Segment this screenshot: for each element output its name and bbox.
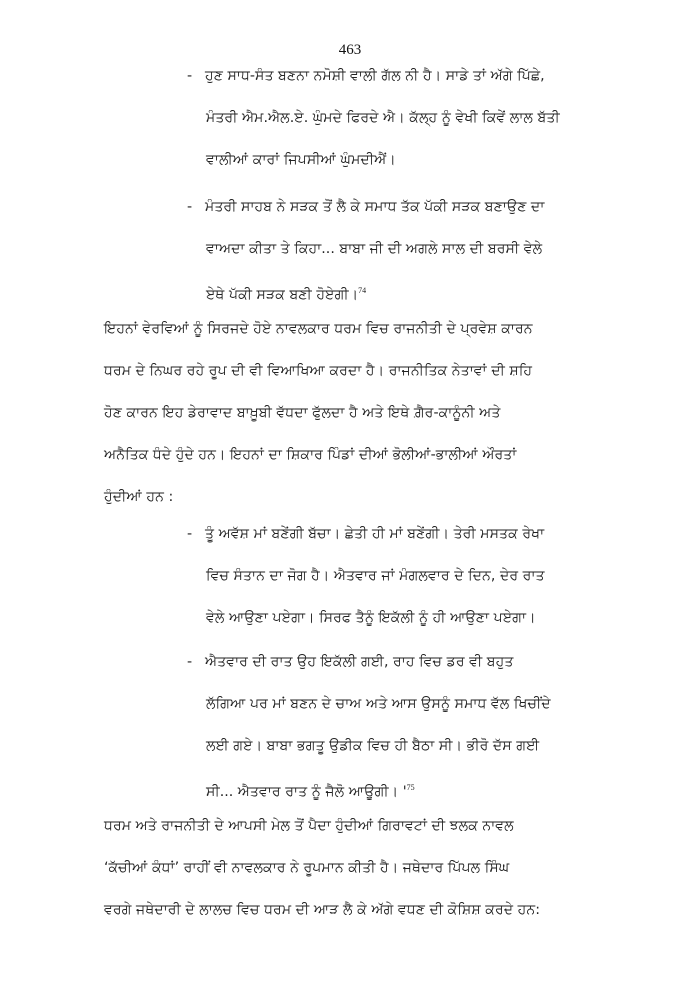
dash: -	[187, 68, 193, 84]
quote-1-line-3: ਵਾਲੀਆਂ ਕਾਰਾਂ ਜਿਪਸੀਆਂ ਘੁੰਮਦੀਐਂ।	[206, 152, 396, 168]
quote-2-line-1: - ਮੰਤਰੀ ਸਾਹਬ ਨੇ ਸੜਕ ਤੋਂ ਲੈ ਕੇ ਸਮਾਧ ਤੱਕ ਪੱਕੀ ਸੜਕ ਬਣਾਉਣ ਦਾ	[187, 199, 545, 215]
paragraph-2-line-2: ‘ਕੱਚੀਆਂ ਕੰਧਾਂ’ ਰਾਹੀਂ ਵੀ ਨਾਵਲਕਾਰ ਨੇ ਰੂਪਮਾਨ ਕੀਤੀ ਹੈ। ਜਥੇਦਾਰ ਪਿੱਪਲ ਸਿੰਘ	[104, 860, 510, 876]
quote-2-line-3: ਏਥੇ ਪੱਕੀ ਸੜਕ ਬਣੀ ਹੋਏਗੀ।$^{74}$	[206, 286, 367, 303]
dash: -	[187, 526, 193, 542]
quote-3-line-3: ਵੇਲੇ ਆਉਣਾ ਪਏਗਾ। ਸਿਰਫ ਤੈਨੂੰ ਇਕੱਲੀ ਨੂੰ ਹੀ ਆਉਣਾ ਪਏਗਾ।	[206, 610, 536, 626]
quote-4-line-1: - ਐਤਵਾਰ ਦੀ ਰਾਤ ਉਹ ਇਕੱਲੀ ਗਈ, ਰਾਹ ਵਿਚ ਡਰ ਵੀ ਬਹੁਤ	[187, 654, 514, 670]
quote-4-line-3: ਲਈ ਗਏ। ਬਾਬਾ ਭਗਤੂ ਉਡੀਕ ਵਿਚ ਹੀ ਬੈਠਾ ਸੀ। ਭੀਰੋ ਦੱਸ ਗਈ	[206, 738, 540, 754]
quote-1-line-1: - ਹੁਣ ਸਾਧ-ਸੰਤ ਬਣਨਾ ਨਮੋਸ਼ੀ ਵਾਲੀ ਗੱਲ ਨੀ ਹੈ। ਸਾਡੇ ਤਾਂ ਅੱਗੇ ਪਿੱਛੇ,	[187, 68, 545, 84]
quote-3-line-1: - ਤੂੰ ਅਵੱਸ਼ ਮਾਂ ਬਣੇਂਗੀ ਬੱਚਾ। ਛੇਤੀ ਹੀ ਮਾਂ ਬਣੇਂਗੀ। ਤੇਰੀ ਮਸਤਕ ਰੇਖਾ	[187, 526, 545, 542]
page-number: 463	[338, 42, 362, 58]
quote-1-line-2: ਮੰਤਰੀ ਐਮ.ਐਲ.ਏ. ਘੁੰਮਦੇ ਫਿਰਦੇ ਐ। ਕੱਲ੍ਹ ਨੂੰ ਵੇਖੀ ਕਿਵੇਂ ਲਾਲ ਬੱਤੀ	[206, 110, 560, 126]
quote-4-line-4: ਸੀ... ਐਤਵਾਰ ਰਾਤ ਨੂੰ ਜੈਲੋ ਆਊਗੀ। '$^{75}$	[206, 783, 415, 800]
dash: -	[187, 654, 193, 670]
paragraph-1-line-3: ਹੋਣ ਕਾਰਨ ਇਹ ਡੇਰਾਵਾਦ ਬਾਖ਼ੂਬੀ ਵੱਧਦਾ ਫੁੱਲਦਾ ਹੈ ਅਤੇ ਇਥੇ ਗ਼ੈਰ-ਕਾਨੂੰਨੀ ਅਤੇ	[104, 405, 501, 421]
quote-2-line-2: ਵਾਅਦਾ ਕੀਤਾ ਤੇ ਕਿਹਾ... ਬਾਬਾ ਜੀ ਦੀ ਅਗਲੇ ਸਾਲ ਦੀ ਬਰਸੀ ਵੇਲੇ	[206, 241, 543, 257]
paragraph-1-line-5: ਹੁੰਦੀਆਂ ਹਨ :	[104, 489, 174, 505]
quote-4-line-2: ਲੱਗਿਆ ਪਰ ਮਾਂ ਬਣਨ ਦੇ ਚਾਅ ਅਤੇ ਆਸ ਉਸਨੂੰ ਸਮਾਧ ਵੱਲ ਖਿਚੀਂਦੇ	[206, 696, 551, 712]
paragraph-2-line-1: ਧਰਮ ਅਤੇ ਰਾਜਨੀਤੀ ਦੇ ਆਪਸੀ ਮੇਲ ਤੋਂ ਪੈਦਾ ਹੁੰਦੀਆਂ ਗਿਰਾਵਟਾਂ ਦੀ ਝਲਕ ਨਾਵਲ	[104, 818, 514, 834]
paragraph-1-line-1: ਇਹਨਾਂ ਵੇਰਵਿਆਂ ਨੂੰ ਸਿਰਜਦੇ ਹੋਏ ਨਾਵਲਕਾਰ ਧਰਮ ਵਿਚ ਰਾਜਨੀਤੀ ਦੇ ਪ੍ਰਵੇਸ਼ ਕਾਰਨ	[104, 321, 533, 337]
paragraph-1-line-2: ਧਰਮ ਦੇ ਨਿਘਰ ਰਹੇ ਰੂਪ ਦੀ ਵੀ ਵਿਆਖਿਆ ਕਰਦਾ ਹੈ। ਰਾਜਨੀਤਿਕ ਨੇਤਾਵਾਂ ਦੀ ਸ਼ਹਿ	[104, 363, 533, 379]
dash: -	[187, 199, 193, 215]
paragraph-2-line-3: ਵਰਗੇ ਜਥੇਦਾਰੀ ਦੇ ਲਾਲਚ ਵਿਚ ਧਰਮ ਦੀ ਆੜ ਲੈ ਕੇ ਅੱਗੇ ਵਧਣ ਦੀ ਕੋਸ਼ਿਸ਼ ਕਰਦੇ ਹਨ:	[104, 902, 541, 918]
footnote-74[interactable]: 74	[358, 286, 367, 295]
quote-3-line-2: ਵਿਚ ਸੰਤਾਨ ਦਾ ਜੋਗ ਹੈ। ਐਤਵਾਰ ਜਾਂ ਮੰਗਲਵਾਰ ਦੇ ਦਿਨ, ਦੇਰ ਰਾਤ	[206, 568, 545, 584]
paragraph-1-line-4: ਅਨੈਤਿਕ ਧੰਦੇ ਹੁੰਦੇ ਹਨ। ਇਹਨਾਂ ਦਾ ਸ਼ਿਕਾਰ ਪਿੰਡਾਂ ਦੀਆਂ ਭੋਲੀਆਂ-ਭਾਲੀਆਂ ਔਰਤਾਂ	[104, 447, 517, 463]
footnote-75[interactable]: 75	[406, 783, 415, 792]
